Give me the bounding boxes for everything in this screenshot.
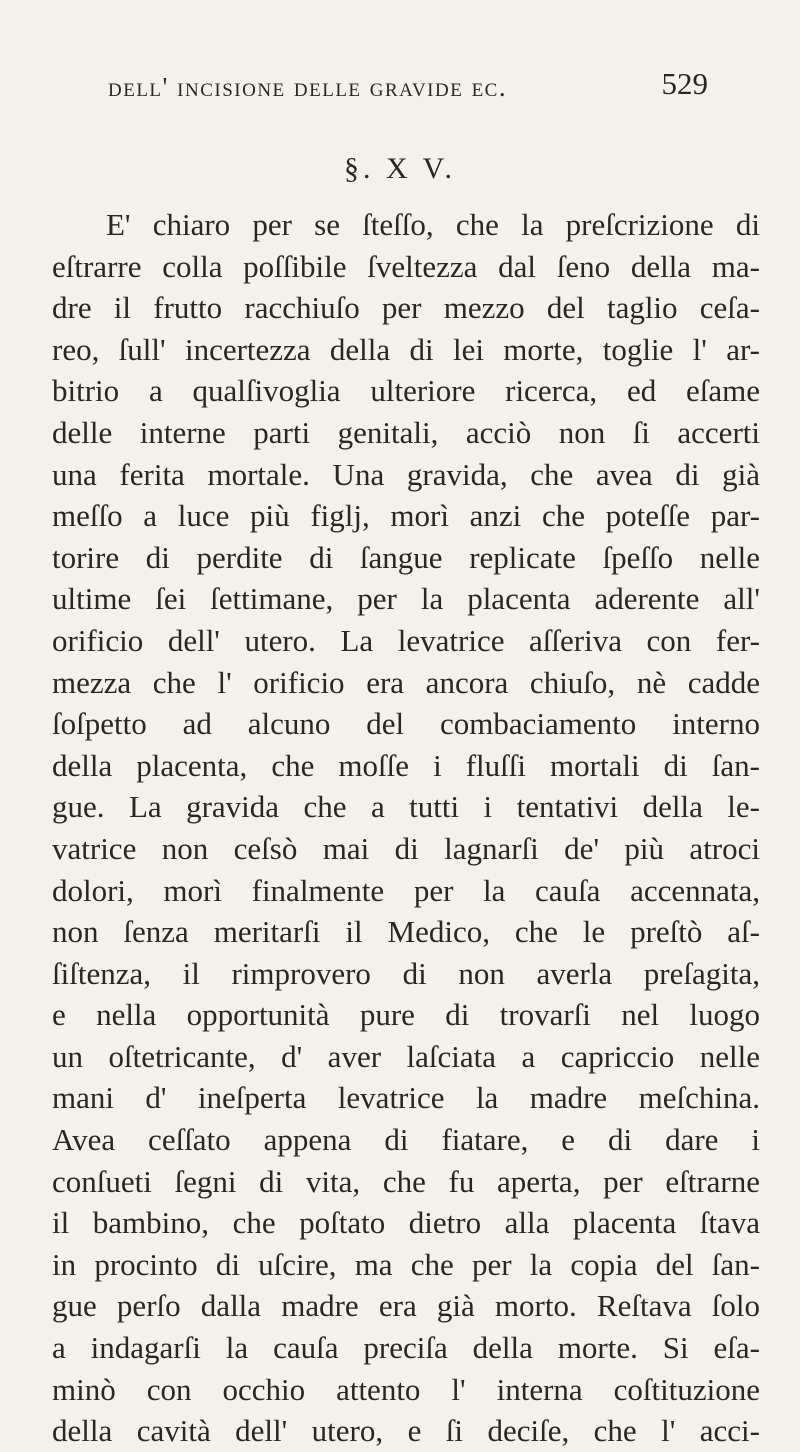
text-line: dolori, morì finalmente per la cauſa accennata, (52, 872, 760, 908)
text-line: orificio dell' utero. La levatrice aſſeriva con fer- (52, 622, 760, 658)
text-line: Avea ceſſato appena di fiatare, e di dare i (52, 1122, 760, 1158)
running-head (108, 66, 708, 112)
section-heading: §. X V. (344, 152, 456, 185)
text-line: ultime ſei ſettimane, per la placenta aderente all' (52, 581, 760, 617)
text-line: minò con occhio attento l' interna coſtituzione (52, 1371, 760, 1407)
text-line: mezza che l' orificio era ancora chiuſo, nè cadde (52, 664, 760, 700)
text-line: ſoſpetto ad alcuno del combaciamento interno (52, 706, 760, 742)
text-line: e nella opportunità pure di trovarſi nel luogo (52, 997, 760, 1033)
running-head-title: dell' incisione delle gravide ec. (108, 72, 508, 102)
text-line: delle interne parti genitali, acciò non ſi accerti (52, 414, 760, 450)
text-line: meſſo a luce più figlj, morì anzi che poteſſe par- (52, 498, 760, 534)
text-line: torire di perdite di ſangue replicate ſpeſſo nelle (52, 539, 760, 575)
page-number: 529 (661, 66, 708, 101)
text-line: conſueti ſegni di vita, che fu aperta, per eſtrarne (52, 1163, 760, 1199)
text-line: ſiſtenza, il rimprovero di non averla preſagita, (52, 955, 760, 991)
text-line: a indagarſi la cauſa preciſa della morte. Si eſa- (52, 1330, 760, 1366)
text-line: in procinto di uſcire, ma che per la copia del ſan- (52, 1246, 760, 1282)
body-text (52, 204, 760, 1452)
text-line: eſtrarre colla poſſibile ſveltezza dal ſeno della ma- (52, 248, 760, 284)
text-line: E' chiaro per se ſteſſo, che la preſcrizione di (106, 207, 760, 242)
text-line: non ſenza meritarſi il Medico, che le preſtò aſ- (52, 914, 760, 950)
text-line: una ferita mortale. Una gravida, che avea di già (52, 456, 760, 492)
text-line: reo, ſull' incertezza della di lei morte, toglie l' ar- (52, 331, 760, 367)
text-line: vatrice non ceſsò mai di lagnarſi de' più atroci (52, 830, 760, 866)
text-line: dre il frutto racchiuſo per mezzo del taglio ceſa- (52, 290, 760, 326)
text-line: gue perſo dalla madre era già morto. Reſtava ſolo (52, 1288, 760, 1324)
text-line: il bambino, che poſtato dietro alla placenta ſtava (52, 1205, 760, 1241)
text-line: gue. La gravida che a tutti i tentativi della le- (52, 789, 760, 825)
text-line: un oſtetricante, d' aver laſciata a capriccio nelle (52, 1038, 760, 1074)
text-line: della cavità dell' utero, e ſi deciſe, che l' acci- (52, 1413, 760, 1449)
text-line: bitrio a qualſivoglia ulteriore ricerca, ed eſame (52, 373, 760, 409)
text-line: mani d' ineſperta levatrice la madre meſchina. (52, 1080, 760, 1116)
text-line: della placenta, che moſſe i fluſſi mortali di ſan- (52, 747, 760, 783)
